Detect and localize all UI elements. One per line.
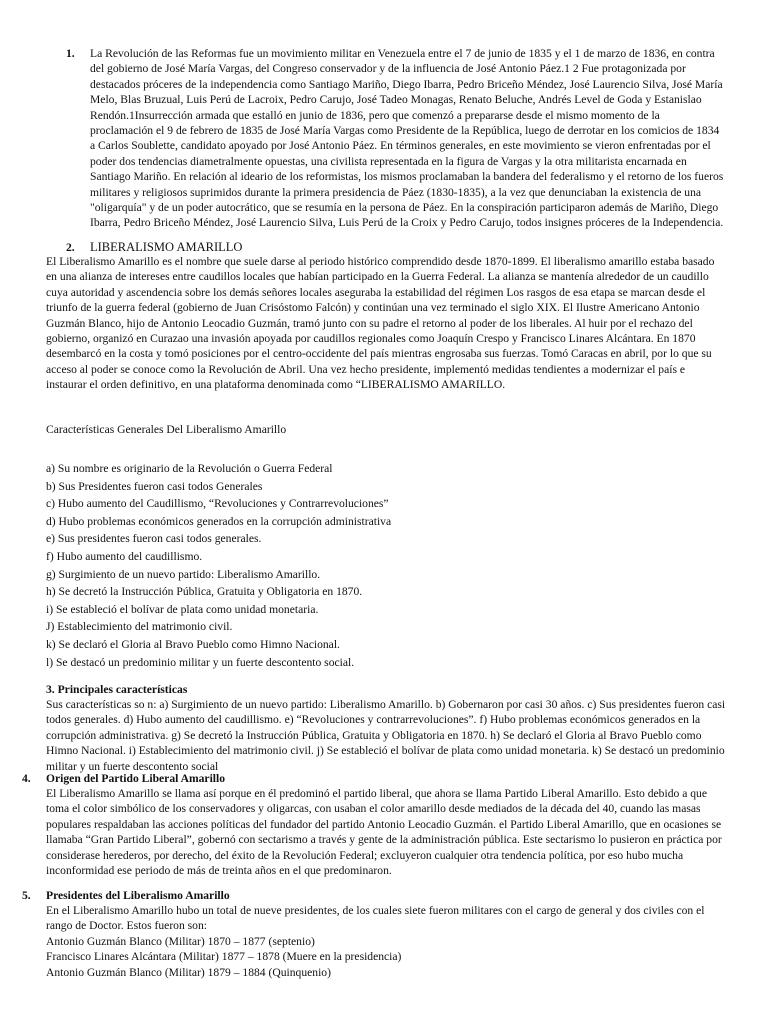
- list-item: g) Surgimiento de un nuevo partido: Liberalismo Amarillo.: [46, 567, 321, 581]
- section-5-paragraph: En el Liberalismo Amarillo hubo un total de nueve presidentes, de los cuales siete fueron militares con el cargo de general y dos civiles con el rango de Doctor. Estos fueron son:: [46, 904, 705, 933]
- list-item: a) Su nombre es originario de la Revolución o Guerra Federal: [46, 462, 333, 475]
- list-item: J) Establecimiento del matrimonio civil.: [46, 620, 233, 634]
- list-item: c) Hubo aumento del Caudillismo, “Revoluciones y Contrarrevoluciones”: [46, 497, 389, 511]
- section-2-number: 2.: [66, 241, 75, 254]
- list-item: Antonio Guzmán Blanco (Militar) 1870 – 1877 (septenio): [46, 934, 315, 948]
- list-item: l) Se destacó un predominio militar y un fuerte descontento social.: [46, 655, 355, 669]
- section-5-body: [46, 903, 726, 980]
- list-item: d) Hubo problemas económicos generados en la corrupción administrativa: [46, 514, 392, 528]
- characteristics-list: [46, 460, 726, 671]
- section-1-number: 1.: [66, 47, 75, 60]
- list-item: Francisco Linares Alcántara (Militar) 1877 – 1878 (Muere en la presidencia): [46, 950, 402, 964]
- section-3-heading: 3. Principales características: [46, 683, 188, 696]
- list-item: e) Sus presidentes fueron casi todos generales.: [46, 532, 262, 546]
- section-4-heading: Origen del Partido Liberal Amarillo: [46, 772, 226, 785]
- section-1-paragraph: La Revolución de las Reformas fue un movimiento militar en Venezuela entre el 7 de junio de 1835 y el 1 de marzo de 1836, en contra del gobierno de José María Vargas, del Congreso conservador y de la influencia de José Antonio Páez.1 2 Fue protagonizada por destacados próceres de la independencia como Santiago Mariño, Diego Ibarra, Pedro Briceño Méndez, José Laurencio Silva, José María Melo, Blas Bruzual, Luis Perú de Lacroix, Pedro Carujo, José Tadeo Monagas, Renato Beluche, Andrés Level de Goda y Estanislao Rendón.1Insurrección armada que estalló en junio de 1836, pero que comenzó a prepararse desde el mismo momento de la proclamación el 9 de febrero de 1835 de José María Vargas como Presidente de la República, luego de derrotar en los comicios de 1834 a Carlos Soublette, candidato apoyado por José Antonio Páez. En términos generales, en este movimiento se vieron enfrentadas por el poder dos tendencias diametralmente opuestas, una civilista representada en la figura de Vargas y la otra militarista encarnada en Santiago Mariño. En relación al ideario de los reformistas, los mismos proclamaban la bandera del federalismo y el retorno de los fueros militares y religiosos suprimidos durante la primera presidencia de Páez (1830-1835), a la vez que denunciaban la existencia de una "oligarquía" y de un poder autocrático, que se resumía en la persona de Páez. En la conspiración participaron además de Mariño, Diego Ibarra, Pedro Briceño Méndez, José Laurencio Silva, Luis Perú de la Croix y Pedro Carujo, todos insignes próceres de la Independencia.: [90, 47, 724, 230]
- list-item: h) Se decretó la Instrucción Pública, Gratuita y Obligatoria en 1870.: [46, 585, 363, 599]
- section-4-number: 4.: [22, 772, 31, 785]
- section-5-number: 5.: [22, 889, 31, 902]
- list-item: k) Se declaró el Gloria al Bravo Pueblo como Himno Nacional.: [46, 637, 340, 651]
- characteristics-heading: Características Generales Del Liberalismo Amarillo: [46, 423, 287, 436]
- section-5-heading: Presidentes del Liberalismo Amarillo: [46, 889, 230, 902]
- list-item: b) Sus Presidentes fueron casi todos Generales: [46, 479, 263, 493]
- list-item: i) Se estableció el bolívar de plata como unidad monetaria.: [46, 602, 319, 616]
- list-item: Antonio Guzmán Blanco (Militar) 1879 – 1884 (Quinquenio): [46, 965, 331, 979]
- section-3-paragraph: Sus características so n: a) Surgimiento de un nuevo partido: Liberalismo Amarillo. b) Gobernaron por casi 30 años. c) Sus presidentes fueron casi todos generales. d) Hubo aumento del caudillismo. e) “Revoluciones y contrarrevoluciones”. f) Hubo problemas económicos generados en la corrupción administrativa. g) Se decretó la Instrucción Pública, Gratuita y Obligatoria en 1870. h) Se declaró el Gloria al Bravo Pueblo como Himno Nacional. i) Establecimiento del matrimonio civil. j) Se estableció el bolívar de plata como unidad monetaria. k) Se destacó un predominio militar y un fuerte descontento social: [46, 698, 726, 773]
- section-2-heading: LIBERALISMO AMARILLO: [90, 240, 243, 254]
- presidents-list: [46, 934, 726, 980]
- list-item: f) Hubo aumento del caudillismo.: [46, 549, 203, 563]
- section-2-paragraph: El Liberalismo Amarillo es el nombre que suele darse al periodo histórico comprendido desde 1870-1899. El liberalismo amarillo estaba basado en una alianza de intereses entre caudillos locales que habían participado en la Guerra Federal. La alianza se mantenía alrededor de un caudillo cuya autoridad y ascendencia sobre los demás señores locales aseguraba la estabilidad del régimen Los rasgos de esa etapa se marcan desde el triunfo de la guerra federal (gobierno de Juan Crisóstomo Falcón) y continúan una vez terminado el siglo XIX. El Ilustre Americano Antonio Guzmán Blanco, hijo de Antonio Leocadio Guzmán, tramó junto con su padre el retorno al poder de los liberales. Al huir por el rechazo del gobierno, organizó en Curazao una invasión apoyada por caudillos regionales como Joaquín Crespo y Francisco Linares Alcántara. En 1870 desembarcó en la costa y tomó posiciones por el centro-occidente del país mientras engrosaba sus fuerzas. Tomó Caracas en abril, por lo que su acceso al poder se conoce como la Revolución de Abril. Una vez hecho presidente, implementó medidas tendientes a modernizar el país e instaurar el orden definitivo, en una plataforma denominada como “LIBERALISMO AMARILLO.: [46, 255, 715, 392]
- section-4-paragraph: El Liberalismo Amarillo se llama así porque en él predominó el partido liberal, que ahora se llama Partido Liberal Amarillo. Esto debido a que toma el color simbólico de los conservadores y oligarcas, con usaban el color amarillo desde mediados de la década del 40, cuando las masas populares respaldaban las acciones políticas del fundador del partido Antonio Leocadio Guzmán. el Partido Liberal Amarillo, que en ocasiones se llamaba “Gran Partido Liberal”, gobernó con sectarismo a través y gente de la administración pública. Este sectarismo lo pusieron en práctica por considerase herederos, por derecho, del éxito de la Revolución Federal; excluyeron cualquier otra tendencia política, por eso hubo mucha inconformidad ese periodo de más de treinta años en el que predominaron.: [46, 787, 722, 878]
